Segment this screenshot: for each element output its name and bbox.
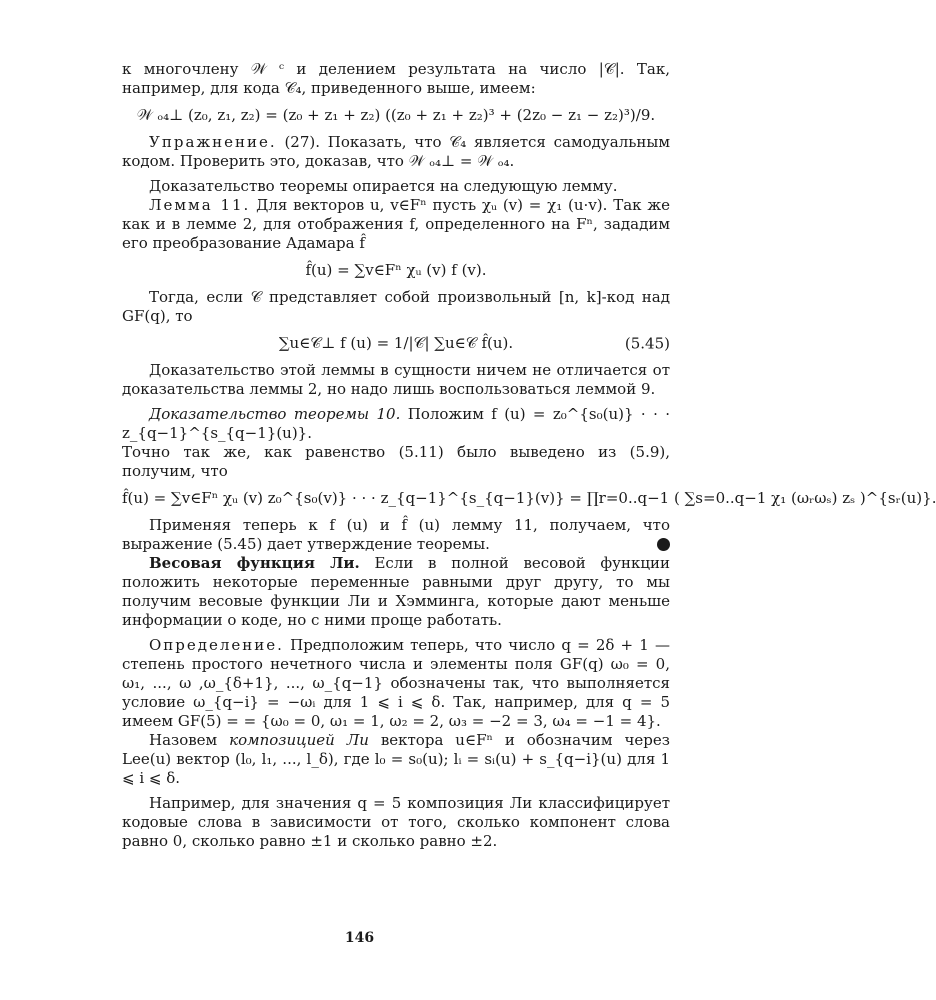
name-text: Назовем	[149, 731, 218, 749]
paragraph-applying	[122, 516, 670, 554]
exercise-label: Упражнение.	[149, 133, 277, 151]
paragraph-theorem-proof	[122, 405, 670, 443]
exercise-text: (27). Показать, что 𝒞₄ является самодуальным кодом. Проверить это, доказав, что 𝒲 ₒ₄⊥ = 𝒲 ₒ₄.	[122, 133, 670, 170]
lemma-text: Для векторов u, v∈Fⁿ пусть χᵤ (v) = χ₁ (u·v). Так же как и в лемме 2, для отображения f, определенного на Fⁿ, зададим его преобразование Адамара f̂	[122, 196, 670, 252]
composition-text: вектора u∈Fⁿ и обозначим через Lee(u) вектор (l₀, l₁, ..., l_δ), где l₀ = s₀(u); lᵢ = sᵢ(u) + s_{q−i}(u) для 1 ⩽ i ⩽ δ.	[122, 731, 670, 787]
paragraph-definition	[122, 636, 670, 731]
paragraph-lemma-11	[122, 196, 670, 253]
equation-number: (5.45)	[624, 334, 670, 352]
end-of-proof-icon	[657, 538, 670, 551]
applying-text: Применяя теперь к f (u) и f̂ (u) лемму 11, получаем, что выражение (5.45) дает утверждение теоремы.	[122, 516, 670, 553]
term-lee-composition: композицией Ли	[229, 731, 369, 749]
equation-5-45	[122, 334, 670, 353]
equation-5-45-body: ∑u∈𝒞⊥ f (u) = 1/|𝒞| ∑u∈𝒞 f̂(u).	[278, 334, 514, 352]
paragraph-example: Например, для значения q = 5 композиция Ли классифицирует кодовые слова в зависимости от того, сколько компонент слова равно 0, сколько равно ±1 и сколько равно ±2.	[122, 794, 670, 850]
paragraph-exercise	[122, 133, 670, 171]
paragraph-lemma-proof: Доказательство этой леммы в сущности ничем не отличается от доказательства леммы 2, но надо лишь воспользоваться леммой 9.	[122, 361, 670, 398]
paragraph-continuation: к многочлену 𝒲 ᶜ и делением результата на число |𝒞|. Так, например, для кода 𝒞₄, приведенного выше, имеем:	[122, 60, 670, 97]
lee-weight-text: Если в полной весовой функции положить некоторые переменные равными друг другу, то мы получим весовые функции Ли и Хэмминга, которые дают меньше информации о коде, но с ними проще работать.	[122, 554, 670, 629]
proof-text: Положим f (u) = z₀^{s₀(u)} · · · z_{q−1}^{s_{q−1}(u)}.	[122, 405, 670, 442]
equation-weight-enumerator: 𝒲 ₒ₄⊥ (z₀, z₁, z₂) = (z₀ + z₁ + z₂) ((z₀ + z₁ + z₂)³ + (2z₀ − z₁ − z₂)³)/9.	[136, 106, 656, 124]
lemma-label: Лемма 11.	[149, 196, 251, 214]
proof-label: Доказательство теоремы 10.	[149, 405, 401, 423]
definition-label: Определение.	[149, 636, 284, 654]
section-heading: Весовая функция Ли.	[149, 554, 360, 572]
paragraph-then-if: Тогда, если 𝒞 представляет собой произвольный [n, k]-код над GF(q), то	[122, 288, 670, 325]
paragraph-lee-composition	[122, 731, 670, 788]
paragraph-lee-weight	[122, 554, 670, 630]
equation-hadamard-transform: f̂(u) = ∑v∈Fⁿ χᵤ (v) f (v).	[305, 261, 487, 279]
paragraph-proof-intro: Доказательство теоремы опирается на следующую лемму.	[149, 177, 618, 195]
paragraph-similarly: Точно так же, как равенство (5.11) было выведено из (5.9), получим, что	[122, 443, 670, 480]
equation-transform-product: f̂(u) = ∑v∈Fⁿ χᵤ (v) z₀^{s₀(v)} · · · z_{q−1}^{s_{q−1}(v)} = ∏r=0..q−1 ( ∑s=0..q−1 χ₁ (ωᵣωₛ) zₛ )^{sᵣ(u)}.	[122, 489, 936, 507]
page-number: 146	[344, 930, 375, 946]
definition-text: Предположим теперь, что число q = 2δ + 1 — степень простого нечетного числа и элементы поля GF(q) ω₀ = 0, ω₁, ..., ω ,ω_{δ+1}, ..., ω_{q−1} обозначены так, что выполняется условие ω_{q−i} = −ωᵢ для 1 ⩽ i ⩽ δ. Так, например, для q = 5 имеем GF(5) = = {ω₀ = 0, ω₁ = 1, ω₂ = 2, ω₃ = −2 = 3, ω₄ = −1 = 4}.	[122, 636, 670, 730]
text-column	[122, 60, 936, 851]
